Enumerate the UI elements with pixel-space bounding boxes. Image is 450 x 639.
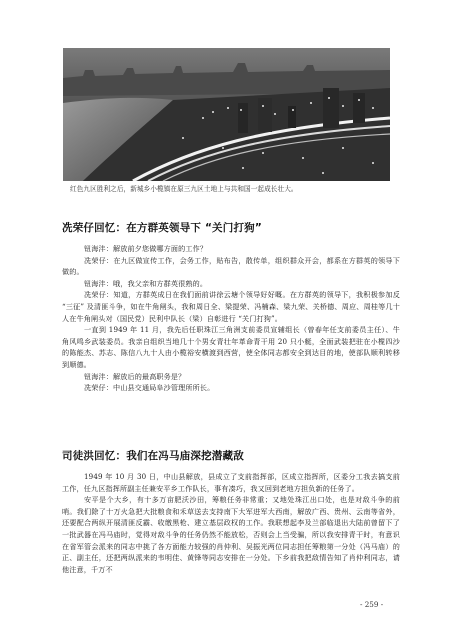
paragraph: 钮海沣：解放后的最高职务是？ [84,371,186,381]
paragraph: 冼荣仔：在九区做宣传工作，会务工作，贴布告，散传单，组织群众开会，都系在方群英的领导下做的。 [62,255,400,277]
page-number: - 259 - [360,600,384,609]
section-xian-rongzai [62,221,400,394]
section-heading: 司徒洪回忆：我们在冯马庙深挖潜藏敌 [62,450,244,462]
paragraph: 冼荣仔：中山县交通局阜沙管理所所长。 [84,383,215,393]
photo-caption: 红色九区胜利之后，新城乡小榄镇在原三九区土地上与共和国一起成长壮大。 [70,185,298,193]
city-skyline-image [63,48,390,181]
section-heading: 冼荣仔回忆：在方群英领导下 “关门打狗” [62,222,262,234]
city-night-photo [63,48,390,181]
paragraph: 钮海沣：解放前夕您做哪方面的工作？ [84,244,208,253]
section-situ-hong [62,449,400,575]
paragraph: 冼荣仔：知道，方群英成日在我们面前讲徐云塘个领导好好嘅。在方群英的领导下，我积极参加反 “三征” 及清匪斗争，如在牛角闸头，我和周日全、梁提荣、冯楠森、梁九荣、关桥德、周应、周桂等几十人在牛角闸头对（国民党）民利中队长（梁）自彰进行 “关门打狗”。 [62,290,400,323]
paragraph: 1949 年 10 月 30 日，中山县解放，县成立了支前指挥部，区成立指挥所，区委分工我去搞支前工作，任九区指挥所副主任兼安平乡工作队长，事有凑巧，我又回到老地方担负新的任务了。 [62,472,400,493]
paragraph: 钮海沣：哦，我父亲和方群英很熟的。 [84,278,208,288]
paragraph: 安平是个大乡，有十多万亩肥沃沙田，筹粮任务非常重；又地处珠江出口处，也是对敌斗争的前哨。我们除了十万火急把大批粮食和禾草送去支持南下大军进军大西南，解放广西、贵州、云南等省外，还要配合两纵开展清匪反霸、收缴黑枪、建立基层政权的工作。我联想起李及兰部临退出大陆前曾留下了一批武器在冯马庙时，觉得对敌斗争的任务仍然不能放松，否则会上当受骗，所以我安排青干时，有意识在省军管会派来的同志中挑了各方面能力较强的肖仲利、吴振光两位同志担任筹粮第一分处（冯马庙）的正、副主任，还把两纵派来的韦明佳、黄锋等同志安排在一分处。下乡前我把敌情告知了肖仲利同志，请他注意，千万不 [62,495,400,574]
paragraph: 一直到 1949 年 11 月，我先后任职珠江三角洲支前委员宣辅组长（曾春年任支前委员主任）、牛角风鸣乡武装委员。我亲自组织当地几十个男女青壮年革命青干用 20 只小艇，全面武装把驻在小榄四沙的陈能杰、苏志、陈信八九十人由小榄裕安横渡到西营，使全体同志都安全到达目的地，使部队顺利转移到顺德。 [62,325,400,369]
